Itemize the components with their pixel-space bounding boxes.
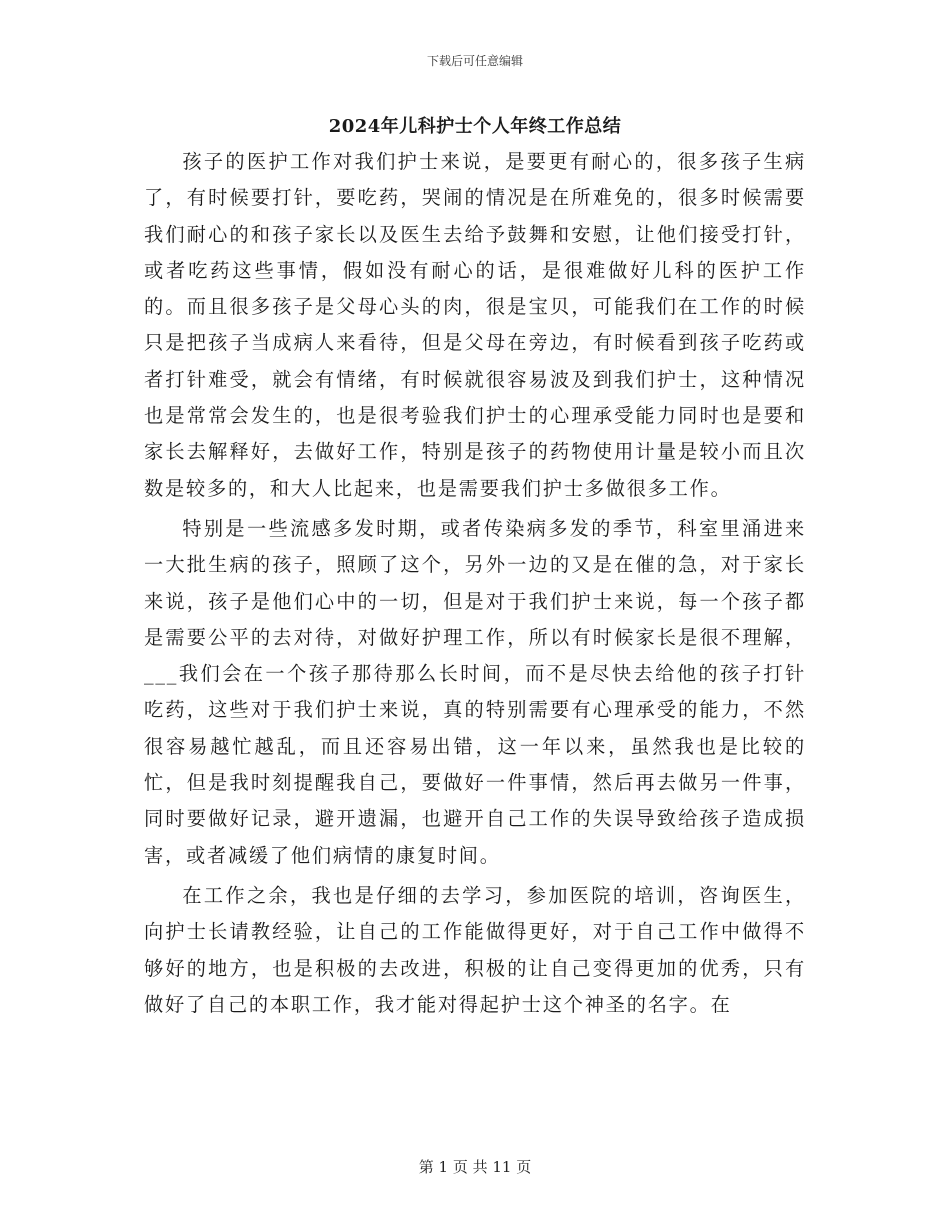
page-footer: 第 1 页 共 11 页 — [418, 1158, 532, 1176]
header-note: 下载后可任意编辑 — [426, 54, 523, 68]
paragraph-2: 特别是一些流感多发时期，或者传染病多发的季节，科室里涌进来一大批生病的孩子，照顾了这个，另外一边的又是在催的急，对于家长来说，孩子是他们心中的一切，但是对于我们护士来说，每一个孩子都是需要公平的去对待，对做好护理工作，所以有时候家长是很不理解，___我们会在一个孩子那待那么长时间，而不是尽快去给他的孩子打针吃药，这些对于我们护士来说，真的特别需要有心理承受的能力，不然很容易越忙越乱，而且还容易出错，这一年以来，虽然我也是比较的忙，但是我时刻提醒我自己，要做好一件事情，然后再去做另一件事，同时要做好记录，避开遗漏，也避开自己工作的失误导致给孩子造成损害，或者减缓了他们病情的康复时间。 — [144, 516, 806, 867]
paragraph-3: 在工作之余，我也是仔细的去学习，参加医院的培训，咨询医生，向护士长请教经验，让自己的工作能做得更好，对于自己工作中做得不够好的地方，也是积极的去改进，积极的让自己变得更加的优秀，只有做好了自己的本职工作，我才能对得起护士这个神圣的名字。在 — [144, 883, 806, 1016]
document-title: 2024年儿科护士个人年终工作总结 — [328, 116, 622, 137]
document-body — [144, 144, 806, 1023]
paragraph-1: 孩子的医护工作对我们护士来说，是要更有耐心的，很多孩子生病了，有时候要打针，要吃药，哭闹的情况是在所难免的，很多时候需要我们耐心的和孩子家长以及医生去给予鼓舞和安慰，让他们接受打针，或者吃药这些事情，假如没有耐心的话，是很难做好儿科的医护工作的。而且很多孩子是父母心头的肉，很是宝贝，可能我们在工作的时候只是把孩子当成病人来看待，但是父母在旁边，有时候看到孩子吃药或者打针难受，就会有情绪，有时候就很容易波及到我们护士，这种情况也是常常会发生的，也是很考验我们护士的心理承受能力同时也是要和家长去解释好，去做好工作，特别是孩子的药物使用计量是较小而且次数是较多的，和大人比起来，也是需要我们护士多做很多工作。 — [144, 150, 806, 500]
